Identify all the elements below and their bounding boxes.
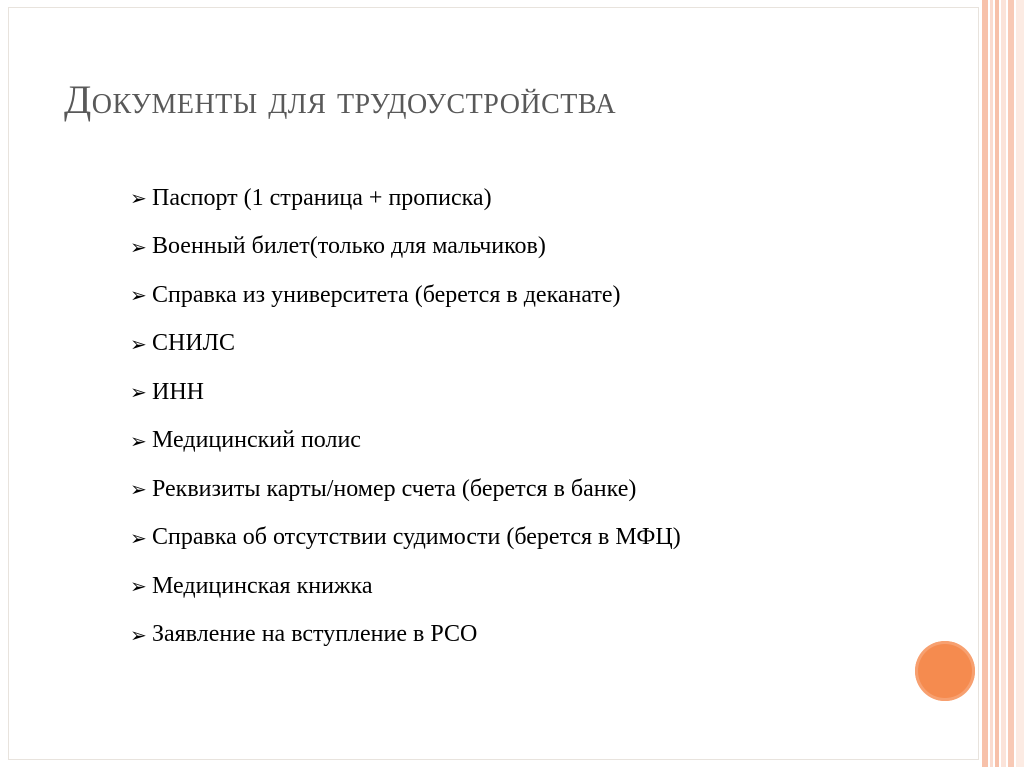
- list-item: [130, 320, 681, 369]
- list-item-text: ИНН: [152, 378, 204, 405]
- arrowhead-bullet-icon: ➢: [130, 574, 147, 599]
- list-item: [130, 271, 681, 320]
- orange-circle-decoration: [915, 641, 975, 701]
- decorative-stripe: [1016, 0, 1024, 767]
- arrowhead-bullet-icon: ➢: [130, 186, 147, 211]
- decorative-stripe: [995, 0, 999, 767]
- list-item-text: Справка из университета (берется в деканате): [152, 281, 621, 308]
- arrowhead-bullet-icon: ➢: [130, 477, 147, 502]
- list-item-text: Медицинский полис: [152, 427, 361, 454]
- list-item: [130, 174, 681, 223]
- list-item: [130, 417, 681, 466]
- list-item: [130, 514, 681, 563]
- list-item-text: СНИЛС: [152, 330, 235, 357]
- list-item-text: Заявление на вступление в РСО: [152, 621, 478, 648]
- list-item: [130, 368, 681, 417]
- list-item: [130, 465, 681, 514]
- decorative-stripe: [1008, 0, 1014, 767]
- arrowhead-bullet-icon: ➢: [130, 525, 147, 550]
- list-item-text: Реквизиты карты/номер счета (берется в банке): [152, 475, 637, 502]
- arrowhead-bullet-icon: ➢: [130, 283, 147, 308]
- list-item: [130, 611, 681, 660]
- slide-title: Документы для трудоустройства: [64, 77, 617, 122]
- list-item-text: Военный билет(только для мальчиков): [152, 233, 546, 260]
- list-item-text: Справка об отсутствии судимости (берется в МФЦ): [152, 524, 681, 551]
- list-item-text: Паспорт (1 страница + прописка): [152, 184, 492, 211]
- list-item: [130, 223, 681, 272]
- arrowhead-bullet-icon: ➢: [130, 622, 147, 647]
- decorative-stripe: [1001, 0, 1006, 767]
- list-item-text: Медицинская книжка: [152, 572, 373, 599]
- decorative-stripe: [982, 0, 988, 767]
- decorative-stripe: [990, 0, 993, 767]
- list-item: [130, 562, 681, 611]
- arrowhead-bullet-icon: ➢: [130, 380, 147, 405]
- arrowhead-bullet-icon: ➢: [130, 331, 147, 356]
- arrowhead-bullet-icon: ➢: [130, 428, 147, 453]
- arrowhead-bullet-icon: ➢: [130, 234, 147, 259]
- document-list: [130, 174, 681, 659]
